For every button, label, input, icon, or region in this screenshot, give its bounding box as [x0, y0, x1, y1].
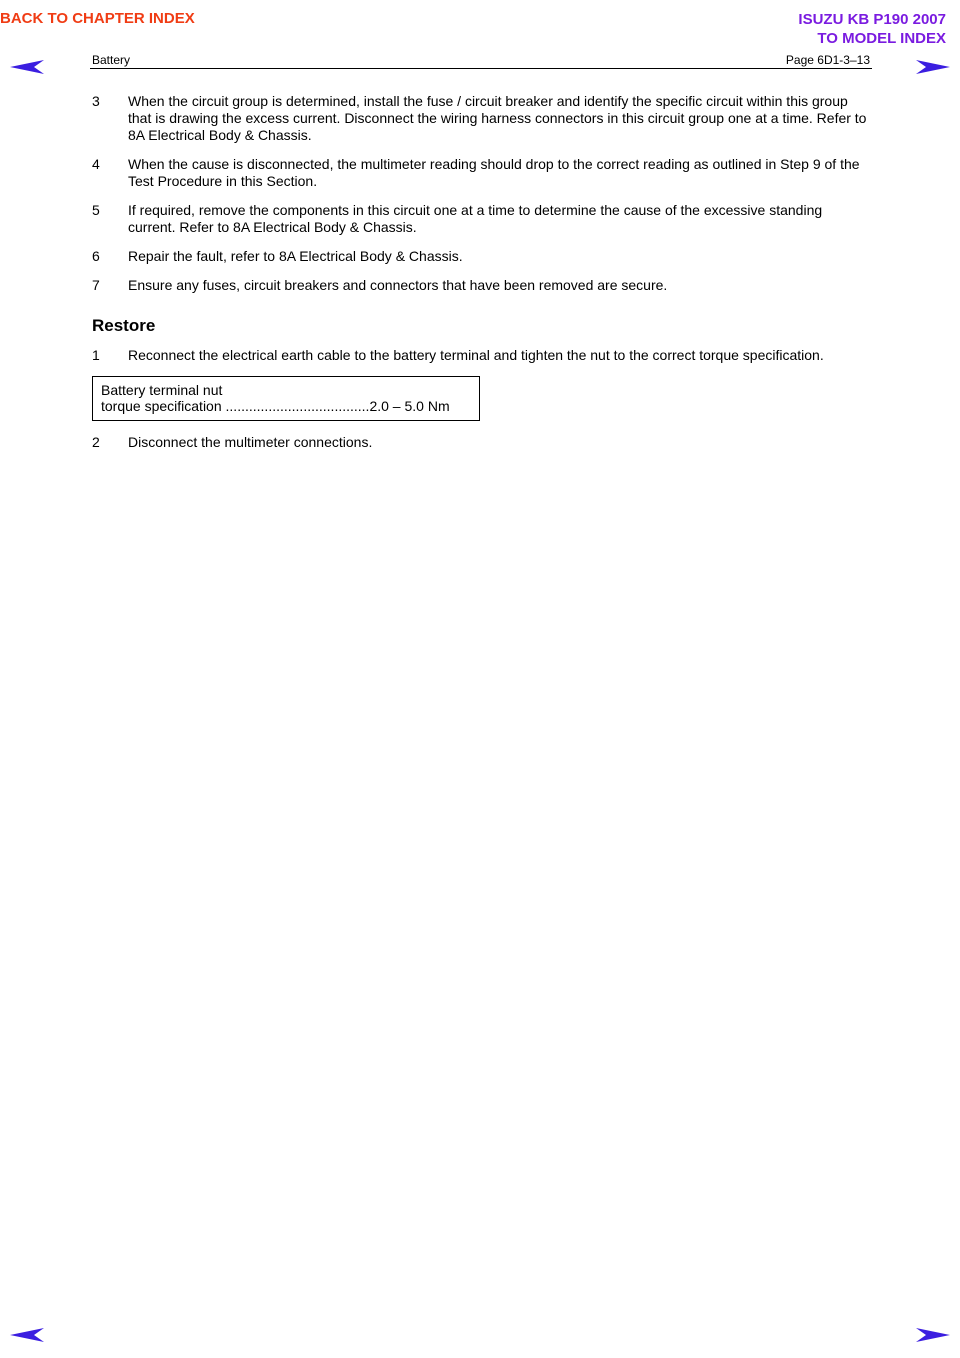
step-number: 6: [92, 248, 100, 264]
list-item: [92, 248, 872, 265]
next-page-arrow-icon[interactable]: [914, 1326, 950, 1344]
step-text: Repair the fault, refer to 8A Electrical Body & Chassis.: [128, 248, 463, 264]
torque-spec-box: [92, 376, 480, 421]
step-text: Disconnect the multimeter connections.: [128, 434, 373, 450]
step-text: When the circuit group is determined, install the fuse / circuit breaker and identify the specific circuit within this group that is drawing the excess current. Disconnect the wiring harness connectors in this circuit group one at a time. Refer to 8A Electrical Body & Chassis.: [128, 93, 867, 143]
step-text: If required, remove the components in this circuit one at a time to determine the cause of the excessive standing current. Refer to 8A Electrical Body & Chassis.: [128, 202, 823, 235]
page-number: Page 6D1-3–13: [785, 53, 870, 67]
spec-value: 2.0 – 5.0 Nm: [369, 398, 450, 414]
spec-title: Battery terminal nut: [101, 382, 223, 398]
section-name: Battery: [92, 53, 131, 67]
step-text: Reconnect the electrical earth cable to the battery terminal and tighten the nut to the correct torque specification.: [128, 347, 824, 363]
list-item: [92, 93, 872, 144]
step-number: 1: [92, 347, 100, 363]
step-number: 2: [92, 434, 100, 450]
step-number: 5: [92, 202, 100, 218]
spec-leader: .....................................: [225, 398, 370, 414]
next-page-arrow-icon[interactable]: [914, 58, 950, 76]
spec-label: torque specification: [101, 398, 222, 414]
back-to-chapter-index-link[interactable]: BACK TO CHAPTER INDEX: [0, 10, 195, 27]
model-title[interactable]: ISUZU KB P190 2007: [798, 11, 946, 28]
step-number: 4: [92, 156, 100, 172]
prev-page-arrow-icon[interactable]: [10, 1326, 46, 1344]
document-body: [92, 93, 872, 463]
header-divider: [90, 68, 872, 69]
model-index-block: [798, 10, 946, 48]
prev-page-arrow-icon[interactable]: [10, 58, 46, 76]
step-text: Ensure any fuses, circuit breakers and connectors that have been removed are secure.: [128, 277, 668, 293]
list-item: [92, 434, 872, 451]
step-text: When the cause is disconnected, the multimeter reading should drop to the correct reading as outlined in Step 9 of the Test Procedure in this Section.: [128, 156, 860, 189]
to-model-index-link[interactable]: TO MODEL INDEX: [817, 30, 946, 47]
restore-heading: Restore: [92, 316, 156, 335]
list-item: [92, 202, 872, 236]
list-item: [92, 156, 872, 190]
step-number: 3: [92, 93, 100, 109]
spec-row: [101, 398, 471, 414]
list-item: [92, 347, 872, 364]
list-item: [92, 277, 872, 294]
step-number: 7: [92, 277, 100, 293]
